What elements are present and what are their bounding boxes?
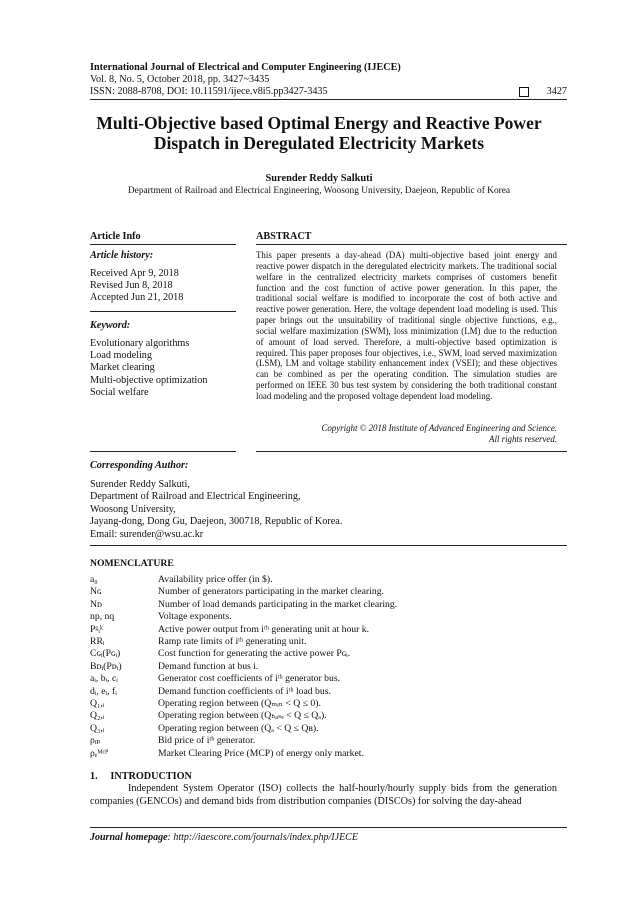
keyword-item: Market clearing <box>90 362 155 374</box>
keyword-heading: Keyword: <box>90 320 131 331</box>
history-rule <box>90 311 236 312</box>
article-info-rule <box>90 244 236 245</box>
nomenclature-symbol: ρᵢₚ <box>90 735 101 747</box>
nomenclature-description: Bid price of iᵗʰ generator. <box>158 735 256 747</box>
nomenclature-description: Availability price offer (in $). <box>158 574 273 585</box>
nomenclature-symbol: Cɢᵢ(Pɢᵢ) <box>90 648 121 660</box>
keyword-list <box>90 338 207 399</box>
history-list <box>90 268 183 305</box>
title-line-2: Dispatch in Deregulated Electricity Markets <box>153 133 485 153</box>
nomenclature-description: Ramp rate limits of iᵗʰ generating unit. <box>158 636 307 647</box>
copyright-line-1: Copyright © 2018 Institute of Advanced Engineering and Science. <box>321 423 557 433</box>
corresponding-line: Surender Reddy Salkuti, <box>90 479 190 490</box>
page-number-block <box>519 86 567 97</box>
nomenclature-symbol: Nᴅ <box>90 598 103 610</box>
nomenclature-symbol: Pᵍᵢᵏ <box>90 623 103 635</box>
nomenclature-description: Cost function for generating the active power Pɢᵢ. <box>158 648 351 660</box>
nomenclature-description: Generator cost coefficients of iᵗʰ generator bus. <box>158 673 341 685</box>
nomenclature-description: Operating region between (Qₐ < Q ≤ Qʙ). <box>158 722 319 734</box>
nomenclature-symbol: aᵢ, bᵢ, cᵢ <box>90 673 118 685</box>
keyword-item: Social welfare <box>90 386 149 398</box>
nomenclature-description: Active power output from iᵗʰ generating unit at hour k. <box>158 623 370 635</box>
corresponding-block <box>90 479 342 541</box>
journal-issn: ISSN: 2088-8708, DOI: 10.11591/ijece.v8i5.pp3427-3435 <box>90 86 328 97</box>
nomenclature-symbol: np, nq <box>90 611 115 623</box>
nomenclature-heading: NOMENCLATURE <box>90 558 174 569</box>
homepage-label: Journal homepage <box>90 832 168 843</box>
journal-volume: Vol. 8, No. 5, October 2018, pp. 3427~3435 <box>90 74 270 85</box>
journal-homepage: Journal homepage: http://iaescore.com/journals/index.php/IJECE <box>90 832 358 843</box>
nomenclature-symbol: Nɢ <box>90 586 102 598</box>
history-received: Received Apr 9, 2018 <box>90 268 179 279</box>
author-name: Surender Reddy Salkuti <box>265 173 373 184</box>
history-revised: Revised Jun 8, 2018 <box>90 280 173 292</box>
keyword-item: Evolutionary algorithms <box>90 338 190 349</box>
nomenclature-description: Demand function at bus i. <box>158 660 259 672</box>
author-affiliation: Department of Railroad and Electrical Engineering, Woosong University, Daejeon, Republic of Korea <box>127 186 511 196</box>
footer-rule <box>90 827 567 828</box>
corresponding-email: Email: surender@wsu.ac.kr <box>90 528 204 540</box>
paper-title <box>60 113 578 153</box>
nomenclature-symbol: Q₂,ᵢ <box>90 710 105 722</box>
copyright <box>256 423 557 445</box>
nomenclature-symbol: a₀ <box>90 574 98 585</box>
corresponding-line: Woosong University, <box>90 503 176 515</box>
keyword-item: Load modeling <box>90 350 152 362</box>
nomenclature-symbol: RRᵢ <box>90 636 105 647</box>
journal-name: International Journal of Electrical and Computer Engineering (IJECE) <box>90 62 401 73</box>
corresponding-rule <box>90 545 567 546</box>
introduction-text: Independent System Operator (ISO) collects the half-hourly/hourly supply bids from the generation companies (GENCOs) and demand bids from distribution companies (DISCOs) for solving the day-ahead <box>90 783 557 807</box>
copyright-line-2: All rights reserved. <box>489 434 557 444</box>
nomenclature-description: Operating region between (Qₕₐₛₑ < Q ≤ Qₐ). <box>158 710 327 722</box>
history-heading: Article history: <box>90 250 154 261</box>
introduction-heading: 1. INTRODUCTION <box>90 771 192 782</box>
history-accepted: Accepted Jun 21, 2018 <box>90 292 184 304</box>
page-number: 3427 <box>546 86 567 97</box>
nomenclature-description: Market Clearing Price (MCP) of energy only market. <box>158 747 364 759</box>
header-rule <box>90 99 567 100</box>
abstract-heading: ABSTRACT <box>256 231 312 242</box>
corresponding-line: Department of Railroad and Electrical Engineering, <box>90 491 301 503</box>
nomenclature-description: Operating region between (Qₘᵢₙ < Q ≤ 0). <box>158 698 321 709</box>
title-line-1: Multi-Objective based Optimal Energy and Reactive Power <box>96 113 542 133</box>
nomenclature-description: Demand function coefficients of iᵗʰ load bus. <box>158 685 331 697</box>
abstract-rule <box>256 244 567 245</box>
keyword-item: Multi-objective optimization <box>90 374 208 386</box>
abstract-text: This paper presents a day-ahead (DA) multi-objective based joint energy and reactive power dispatch in the deregulated electricity markets. The traditional social welfare in the centralized electricity markets comprises of customers benefit function and the cost function of active power generation. In this paper, the traditional social welfare is modified to incorporate the cost of both active and reactive power generation. Here, the voltage dependent load modeling is used. This paper brings out the unsuitability of traditional single objective functions, e.g., social welfare maximization (SWM), loss minimization (LM) due to the reduction of amount of load served. Therefore, a multi-objective based optimization is required. This paper proposes four objectives, i.e., SWM, load served maximization (LSM), LM and voltage stability enhancement index (VSEI); and these objectives can be combined as per the operating condition. The simulation studies are performed on IEEE 30 bus test system by considering the both traditional constant load modeling and the proposed voltage dependent load modeling. <box>256 250 557 401</box>
nomenclature-description: Number of load demands participating in the market clearing. <box>158 598 398 610</box>
nomenclature-symbol: ρₑᴹᶜᴾ <box>90 747 109 759</box>
section-rule-right <box>256 451 567 452</box>
nomenclature-symbol: dᵢ, eᵢ, fᵢ <box>90 685 117 697</box>
section-rule-left <box>90 451 236 452</box>
corresponding-heading: Corresponding Author: <box>90 460 189 471</box>
nomenclature-symbol: Q₁,ᵢ <box>90 698 105 709</box>
square-icon <box>519 87 529 97</box>
article-info-heading: Article Info <box>90 231 141 242</box>
homepage-url[interactable]: http://iaescore.com/journals/index.php/IJECE <box>173 832 358 843</box>
nomenclature-description: Voltage exponents. <box>158 611 232 623</box>
corresponding-line: Jayang-dong, Dong Gu, Daejeon, 300718, Republic of Korea. <box>90 516 343 528</box>
nomenclature-description: Number of generators participating in the market clearing. <box>158 586 384 598</box>
nomenclature-symbol: Bᴅᵢ(Pᴅᵢ) <box>90 660 122 672</box>
nomenclature-symbol: Q₃,ᵢ <box>90 722 105 734</box>
